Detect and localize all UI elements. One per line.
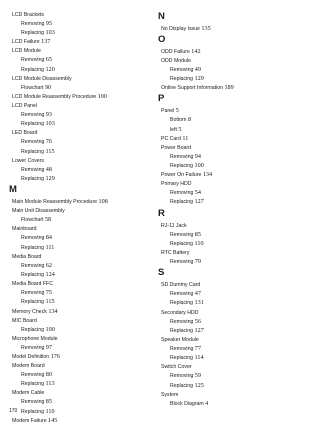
subentry-label: Replacing: [21, 299, 46, 306]
page-reference-link[interactable]: 131: [194, 299, 204, 307]
page-number: 170: [9, 408, 18, 414]
entry-label: RJ-11 Jack: [161, 222, 187, 229]
subentry-label: Replacing: [21, 381, 46, 388]
page-reference-link[interactable]: 5: [178, 125, 182, 133]
index-entry: [9, 198, 149, 206]
subentry-label: Removing: [170, 190, 195, 197]
subentry-label: Bottom: [170, 117, 188, 124]
index-subentry: [9, 56, 149, 64]
index-entry: [9, 225, 149, 233]
page-reference-link[interactable]: 93: [45, 111, 52, 119]
page-reference-link[interactable]: 113: [45, 380, 55, 388]
page-reference-link[interactable]: 49: [194, 66, 201, 73]
entry-label: MIC Board: [12, 317, 37, 324]
index-subentry: [9, 289, 149, 297]
index-entry: [158, 336, 298, 344]
entry-label: Speaker Module: [161, 337, 199, 344]
index-subentry: [158, 189, 298, 197]
index-entry: [158, 222, 298, 230]
index-entry: [9, 157, 149, 165]
index-subentry: [158, 116, 298, 124]
index-subentry: [9, 271, 149, 279]
entry-label: Mainboard: [12, 226, 37, 233]
subentry-label: Replacing: [170, 76, 195, 83]
subentry-label: Removing: [170, 153, 195, 160]
entry-label: RTC Battery: [161, 250, 190, 257]
subentry-label: Removing: [21, 290, 46, 297]
index-entry: [158, 180, 298, 188]
index-subentry: [158, 258, 298, 266]
entry-label: Modem Cable: [12, 390, 45, 397]
subentry-label: Removing: [170, 259, 195, 266]
entry-label: Primary HDD: [161, 181, 192, 188]
entry-label: Switch Cover: [161, 364, 192, 371]
subentry-label: Removing: [170, 373, 195, 380]
page-reference-link[interactable]: 189: [224, 84, 234, 92]
page-reference-link[interactable]: 59: [194, 372, 201, 380]
page-reference-link[interactable]: 129: [194, 75, 204, 83]
index-letter-m: M: [9, 184, 17, 196]
entry-label: Lower Covers: [12, 157, 45, 164]
subentry-label: Block Diagram: [170, 400, 206, 407]
page-reference-link[interactable]: 62: [45, 261, 52, 269]
page-reference-link[interactable]: 127: [194, 326, 204, 334]
subentry-label: Removing: [21, 139, 46, 146]
page-reference-link[interactable]: 79: [194, 258, 201, 266]
index-letter-n: N: [158, 11, 165, 22]
entry-label: LCD Module Disassembly: [12, 75, 72, 82]
page-reference-link[interactable]: 85: [45, 398, 52, 406]
subentry-label: Replacing: [170, 327, 195, 334]
index-subentry: [9, 234, 149, 242]
subentry-label: Replacing: [21, 408, 46, 415]
index-entry: [9, 308, 149, 316]
index-subentry: [9, 298, 149, 306]
subentry-label: Replacing: [170, 300, 195, 307]
index-entry: [9, 38, 149, 46]
index-subentry: [158, 75, 298, 83]
index-entry: [9, 129, 149, 137]
index-subentry: [9, 120, 149, 128]
page-reference-link[interactable]: 142: [191, 48, 201, 55]
index-subentry: [158, 153, 298, 161]
entry-label: Power Board: [161, 144, 191, 151]
entry-label: LCD Panel: [12, 103, 38, 110]
index-column-left: [9, 11, 149, 426]
subentry-label: Replacing: [170, 382, 195, 389]
entry-label: Model Definition: [12, 354, 51, 361]
index-subentry: [158, 66, 298, 74]
subentry-label: Replacing: [170, 240, 195, 247]
subentry-label: Removing: [21, 344, 46, 351]
index-entry: [9, 353, 149, 361]
entry-label: Modem Board: [12, 363, 45, 370]
index-subentry: [158, 354, 298, 362]
page-reference-link[interactable]: 8: [187, 116, 191, 124]
index-entry: [158, 57, 298, 65]
entry-label: SD Dummy Card: [161, 282, 201, 289]
index-entry: [9, 362, 149, 370]
subentry-label: Removing: [21, 235, 46, 242]
entry-label: Microphone Module: [12, 335, 58, 342]
index-entry: [9, 75, 149, 83]
index-entry: [9, 417, 149, 425]
page-reference-link[interactable]: 110: [194, 239, 204, 247]
entry-label: Memory Check: [12, 308, 49, 315]
index-subentry: [158, 382, 298, 390]
page-reference-link[interactable]: 124: [45, 271, 55, 279]
subentry-label: Replacing: [21, 121, 46, 128]
subentry-label: Removing: [21, 21, 46, 27]
page-reference-link[interactable]: 4: [205, 399, 209, 407]
subentry-label: Removing: [21, 57, 46, 64]
index-subentry: [158, 318, 298, 326]
index-entry: [158, 281, 298, 289]
entry-label: LCD Failure: [12, 39, 42, 46]
index-subentry: [9, 408, 149, 416]
page-reference-link[interactable]: 110: [45, 407, 55, 415]
page-reference-link[interactable]: 80: [45, 371, 52, 379]
index-subentry: [9, 380, 149, 388]
page-reference-link[interactable]: 134: [48, 307, 58, 315]
subentry-label: Removing: [170, 231, 195, 238]
page-reference-link[interactable]: 94: [194, 152, 201, 160]
index-entry: [158, 391, 298, 399]
page-reference-link[interactable]: 75: [45, 289, 52, 297]
subentry-label: Removing: [170, 318, 195, 325]
index-subentry: [9, 326, 149, 334]
index-entry: [158, 144, 298, 152]
page-reference-link[interactable]: 100: [97, 93, 107, 101]
index-subentry: [9, 244, 149, 252]
subentry-label: Replacing: [21, 272, 46, 279]
index-subentry: [9, 20, 149, 28]
entry-label: Media Board FFC: [12, 281, 53, 288]
index-column-right: [158, 11, 298, 409]
subentry-label: Removing: [21, 262, 46, 269]
page-reference-link[interactable]: 100: [45, 325, 55, 333]
index-entry: [9, 335, 149, 343]
subentry-label: Replacing: [21, 244, 46, 251]
entry-label: Modem Failure: [12, 417, 49, 424]
index-subentry: [158, 126, 298, 134]
index-subentry: [9, 398, 149, 406]
index-entry: [9, 253, 149, 261]
index-letter-o: O: [158, 34, 166, 45]
page-reference-link[interactable]: 58: [44, 216, 52, 224]
entry-label: Main Unit Disassembly: [12, 208, 65, 215]
index-subentry: [9, 148, 149, 156]
subentry-label: Removing: [170, 291, 195, 298]
page-reference-link[interactable]: 135: [201, 25, 211, 32]
entry-label: PC Card: [161, 135, 183, 142]
page-reference-link[interactable]: 115: [45, 147, 55, 155]
entry-label: ODD Failure: [161, 49, 192, 55]
index-subentry: [9, 262, 149, 270]
subentry-label: Replacing: [21, 148, 46, 155]
subentry-label: Removing: [21, 372, 46, 379]
subentry-label: Replacing: [21, 30, 46, 37]
index-subentry: [158, 240, 298, 248]
index-entry: [9, 102, 149, 110]
page-reference-link[interactable]: 103: [45, 29, 55, 37]
subentry-label: Removing: [21, 399, 46, 406]
page-reference-link[interactable]: 176: [50, 353, 60, 361]
subentry-label: Replacing: [21, 66, 46, 73]
page-reference-link[interactable]: 108: [98, 198, 108, 206]
index-entry: [9, 389, 149, 397]
index-entry: [9, 317, 149, 325]
page-reference-link[interactable]: 111: [45, 243, 55, 251]
index-subentry: [9, 84, 149, 92]
page-reference-link[interactable]: 47: [194, 290, 201, 298]
entry-label: Main Module Reassembly Procedure: [12, 199, 99, 206]
subentry-label: Replacing: [21, 176, 46, 183]
subentry-label: Replacing: [170, 355, 195, 362]
page-reference-link[interactable]: 120: [45, 65, 55, 73]
index-subentry: [158, 345, 298, 353]
page-reference-link[interactable]: 115: [45, 298, 55, 306]
entry-label: Online Support Information: [161, 85, 225, 92]
index-entry: [9, 207, 149, 215]
index-subentry: [9, 216, 149, 224]
index-letter-r: R: [158, 207, 165, 219]
entry-label: No Display Issue: [161, 26, 202, 32]
subentry-label: Replacing: [21, 326, 46, 333]
index-letter-p: P: [158, 93, 165, 105]
subentry-label: Replacing: [170, 163, 195, 170]
index-subentry: [158, 400, 298, 408]
page-reference-link[interactable]: 85: [194, 230, 201, 238]
page-reference-link[interactable]: 103: [45, 120, 55, 128]
page-reference-link[interactable]: 48: [45, 165, 52, 173]
index-entry: [158, 363, 298, 371]
index-subentry: [9, 166, 149, 174]
index-entry: [158, 84, 298, 92]
index-subentry: [9, 344, 149, 352]
subentry-label: Removing: [21, 112, 46, 119]
page-reference-link[interactable]: 97: [45, 343, 52, 351]
index-subentry: [158, 290, 298, 298]
entry-label: LCD Module: [12, 48, 41, 55]
page-reference-link[interactable]: 145: [48, 416, 58, 424]
subentry-label: Flowchart: [21, 217, 45, 224]
entry-label: LCD Brackets: [12, 12, 44, 18]
page-reference-link[interactable]: 125: [194, 381, 204, 389]
page-reference-link[interactable]: 95: [45, 20, 52, 27]
page-reference-link[interactable]: 77: [194, 345, 201, 353]
entry-label: LCD Module Reassembly Procedure: [12, 94, 98, 101]
page-reference-link[interactable]: 127: [194, 198, 204, 206]
entry-label: System: [161, 391, 179, 398]
index-subentry: [9, 175, 149, 183]
subentry-label: Flowchart: [21, 84, 45, 91]
page-reference-link[interactable]: 56: [194, 317, 201, 325]
index-entry: [158, 25, 298, 33]
subentry-label: Removing: [170, 346, 195, 353]
index-subentry: [9, 111, 149, 119]
index-entry: [9, 47, 149, 55]
index-subentry: [158, 162, 298, 170]
subentry-label: Removing: [170, 67, 195, 73]
index-subentry: [158, 231, 298, 239]
page-reference-link[interactable]: 137: [41, 38, 51, 46]
entry-label: Power On Failure: [161, 172, 203, 179]
index-entry: [158, 171, 298, 179]
page-reference-link[interactable]: 114: [194, 354, 204, 362]
entry-label: ODD Module: [161, 58, 191, 64]
subentry-label: Removing: [21, 166, 46, 173]
page-reference-link[interactable]: 100: [194, 162, 204, 170]
page-reference-link[interactable]: 134: [202, 171, 213, 179]
subentry-label: left: [170, 126, 179, 133]
page-reference-link[interactable]: 84: [45, 234, 52, 242]
entry-label: LED Board: [12, 130, 38, 137]
page-reference-link[interactable]: 65: [45, 56, 52, 64]
index-entry: [158, 249, 298, 257]
index-subentry: [158, 327, 298, 335]
page-reference-link[interactable]: 76: [45, 138, 52, 146]
index-entry: [9, 280, 149, 288]
index-subentry: [9, 66, 149, 74]
entry-label: Secondary HDD: [161, 309, 199, 316]
page-reference-link[interactable]: 129: [45, 175, 55, 183]
index-letter-s: S: [158, 267, 165, 279]
index-entry: [9, 93, 149, 101]
page-reference-link[interactable]: 5: [175, 107, 179, 115]
index-subentry: [158, 299, 298, 307]
index-subentry: [9, 138, 149, 146]
page-reference-link[interactable]: 54: [194, 189, 201, 197]
page-reference-link[interactable]: 90: [44, 83, 52, 91]
page-reference-link[interactable]: 11: [182, 134, 189, 142]
subentry-label: Replacing: [170, 199, 195, 206]
index-subentry: [158, 372, 298, 380]
index-entry: [9, 11, 149, 19]
index-subentry: [158, 198, 298, 206]
index-entry: [158, 309, 298, 317]
index-entry: [158, 48, 298, 56]
index-entry: [158, 107, 298, 115]
entry-label: Media Board: [12, 253, 42, 260]
entry-label: Panel: [161, 108, 176, 115]
index-subentry: [9, 371, 149, 379]
index-entry: [158, 135, 298, 143]
index-subentry: [9, 29, 149, 37]
